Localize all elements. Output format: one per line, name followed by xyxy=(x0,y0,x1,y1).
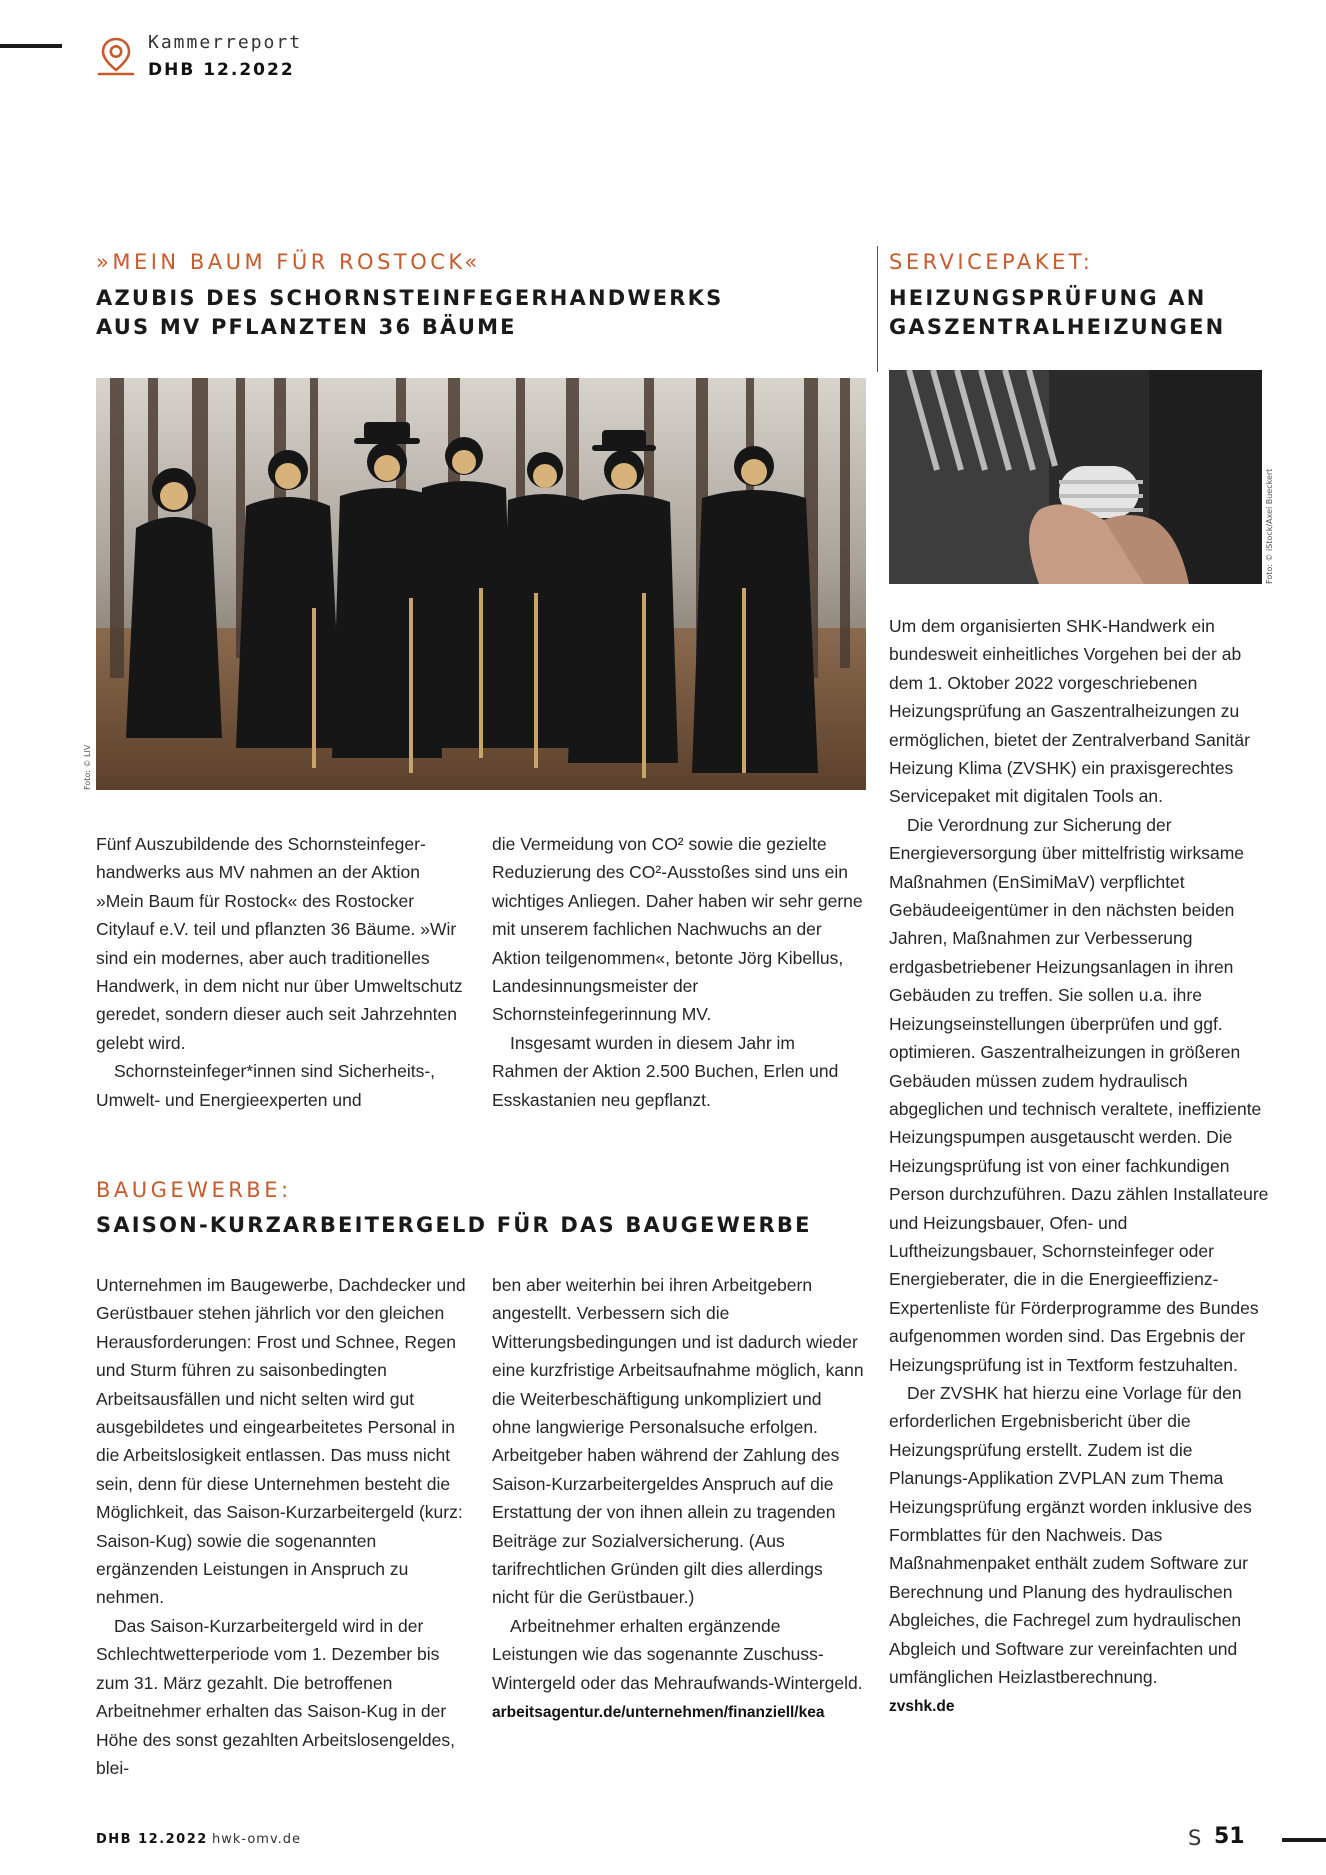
paragraph: Um dem organisierten SHK-Handwerk ein bundesweit einheitliches Vorgehen bei der ab dem 1. Oktober 2022 vorgeschriebenen Heizungsprüfung an Gaszentralheizungen zu ermöglichen, bietet der Zentralverband Sanitär Heizung Klima (ZVSHK) ein praxisgerechtes Servicepaket mit digitalen Tools an. xyxy=(889,616,1250,807)
paragraph: Schornsteinfeger*innen sind Sicherheits-, Umwelt- und Energieexperten und xyxy=(96,1061,436,1110)
photo-credit: Foto: © LIV xyxy=(83,744,92,790)
column-divider xyxy=(877,246,878,372)
article1-headline: AZUBIS DES SCHORNSTEINFEGERHANDWERKS AUS MV PFLANZTEN 36 BÄUME xyxy=(96,286,724,339)
article2-column-left xyxy=(96,1271,468,1782)
article3-column xyxy=(889,612,1273,1722)
paragraph: Die Verordnung zur Sicherung der Energieversorgung über mittelfristig wirksame Maßnahmen (EnSimiMaV) verpflichtet Gebäudeeigentümer in den nächsten beiden Jahren, Maßnahmen zur Verbesserung erdgasbetriebener Heizungsanlagen in ihren Gebäuden zu treffen. Sie sollen u.a. ihre Heizungseinstellungen überprüfen und ggf. optimieren. Gaszentralheizungen in größeren Gebäuden müssen zudem hydraulisch abgeglichen und technisch veraltete, ineffiziente Heizungspumpen ausgetauscht werden. Die Heizungsprüfung ist von einer fachkundigen Person durchzuführen. Dazu zählen Installateure und Heizungsbauer, Ofen- und Luftheizungsbauer, Schornsteinfeger oder Energieberater, die in die Energieeffizienz-Expertenliste für Förderprogramme des Bundes aufgenommen worden sind. Das Ergebnis der Heizungsprüfung ist in Textform festzuhalten. xyxy=(889,814,1269,1375)
chimney-sweeps-photo xyxy=(96,378,866,790)
paragraph: die Vermeidung von CO² sowie die gezielte Reduzierung des CO²-Ausstoßes sind uns ein wichtiges Anliegen. Daher haben wir sehr gerne mit unserem fachlichen Nachwuchs an der Aktion teilgenommen«, betonte Jörg Kibellus, Landesinnungsmeister der Schornsteinfegerinnung MV. xyxy=(492,834,863,1025)
article3-link[interactable]: zvshk.de xyxy=(889,1698,955,1716)
article1-kicker: »MEIN BAUM FÜR ROSTOCK« xyxy=(96,250,481,274)
article3-headline: HEIZUNGSPRÜFUNG AN GASZENTRALHEIZUNGEN xyxy=(889,286,1226,339)
paragraph: ben aber weiterhin bei ihren Arbeitgebern angestellt. Verbessern sich die Witterungsbedingungen und ist dadurch wieder eine kurzfristige Arbeitsaufnahme möglich, kann die Weiterbeschäftigung unkompliziert und ohne langwierige Personalsuche erfolgen. Arbeitgeber haben während der Zahlung des Saison-Kurzarbeitergeldes Anspruch auf die Erstattung der von ihnen allein zu tragenden Beiträge zur Sozialversicherung. (Aus tarifrechtlichen Gründen gilt dies allerdings nicht für die Gerüstbauer.) xyxy=(492,1275,864,1608)
paragraph: Der ZVSHK hat hierzu eine Vorlage für den erforderlichen Ergebnisbericht über die Heizungsprüfung erstellt. Zudem ist die Planungs-Applikation ZVPLAN zum Thema Heizungsprüfung ergänzt worden inklusive des Formblattes für den Nachweis. Das Maßnahmenpaket enthält zudem Software zur Berechnung und Planung des hydraulischen Abgleiches, die Fachregel zum hydraulischen Abgleich und Software zur vereinfachten und umfänglichen Heizlastberechnung. xyxy=(889,1382,1252,1688)
location-pin-icon xyxy=(96,36,136,78)
thermostat-photo xyxy=(889,370,1262,584)
article1-column-left xyxy=(96,830,468,1114)
footer-website-link[interactable]: hwk-omv.de xyxy=(212,1832,302,1847)
paragraph: Insgesamt wurden in diesem Jahr im Rahmen der Aktion 2.500 Buchen, Erlen und Esskastanien neu gepflanzt. xyxy=(492,1032,839,1110)
paragraph: Fünf Auszubildende des Schornsteinfeger-handwerks aus MV nahmen an der Aktion »Mein Baum für Rostock« des Rostocker Citylauf e.V. teil und pflanzten 36 Bäume. »Wir sind ein modernes, aber auch traditionelles Handwerk, in dem nicht nur über Umweltschutz geredet, sondern dieser auch seit Jahrzehnten gelebt wird. xyxy=(96,834,463,1053)
header-rule xyxy=(0,44,62,48)
article2-headline: SAISON-KURZARBEITERGELD FÜR DAS BAUGEWERBE xyxy=(96,1213,812,1237)
footer-issue: DHB 12.2022 xyxy=(96,1832,208,1847)
footer-rule xyxy=(1282,1838,1326,1842)
paragraph: Arbeitnehmer erhalten ergänzende Leistungen wie das sogenannte Zuschuss-Wintergeld oder das Mehraufwands-Wintergeld. xyxy=(492,1615,863,1693)
issue-label: DHB 12.2022 xyxy=(148,60,295,80)
article3-kicker: SERVICEPAKET: xyxy=(889,250,1094,274)
paragraph: Unternehmen im Baugewerbe, Dachdecker und Gerüstbauer stehen jährlich vor den gleichen Herausforderungen: Frost und Schnee, Regen und Sturm führen zu saisonbedingten Arbeitsausfällen und nicht selten wird gut ausgebildetes und eingearbeitetes Personal in die Arbeitslosigkeit entlassen. Das muss nicht sein, denn für diese Unternehmen besteht die Möglichkeit, das Saison-Kurzarbeitergeld (kurz: Saison-Kug) sowie die sogenannten ergänzenden Leistungen in Anspruch zu nehmen. xyxy=(96,1275,466,1608)
paragraph: Das Saison-Kurzarbeitergeld wird in der Schlechtwetterperiode vom 1. Dezember bis zum 31. März gezahlt. Die betroffenen Arbeitnehmer erhalten das Saison-Kug in der Höhe des sonst gezahlten Arbeitslosengeldes, blei- xyxy=(96,1615,455,1778)
photo-credit: Foto: © iStock/Axel Bueckert xyxy=(1265,468,1274,584)
section-title: Kammerreport xyxy=(148,32,303,53)
page-number: 51 xyxy=(1214,1824,1245,1849)
article2-link[interactable]: arbeitsagentur.de/unternehmen/finanziell/kea xyxy=(492,1704,825,1722)
page-prefix: S xyxy=(1188,1826,1202,1850)
article2-kicker: BAUGEWERBE: xyxy=(96,1178,292,1202)
article1-column-right xyxy=(492,830,864,1114)
article2-column-right xyxy=(492,1271,864,1728)
